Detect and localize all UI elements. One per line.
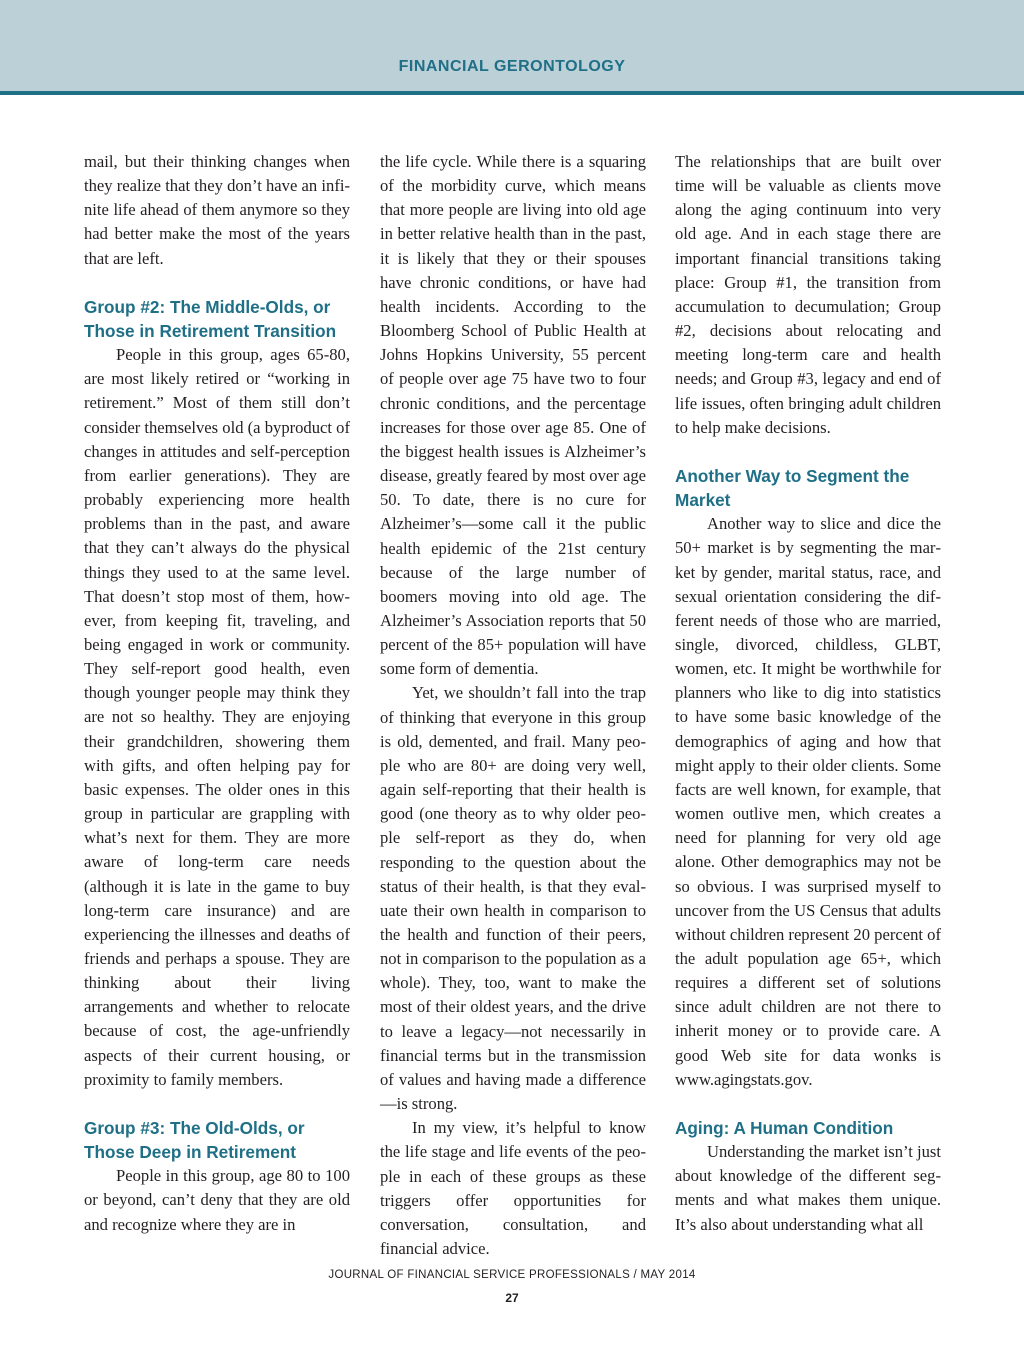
- column-2: [380, 150, 646, 1261]
- footer-journal-citation: JOURNAL OF FINANCIAL SERVICE PROFESSIONALS / MAY 2014: [328, 1269, 696, 1281]
- header-band: [0, 0, 1024, 91]
- paragraph: Yet, we shouldn’t fall into the trap of thinking that everyone in this group is old, demented, and frail. Many people who are 80+ are doing very well, again self-reporting that their health is good (one theory as to why older people self-report as they do, when responding to the question about the status of their health, is that they evaluate their own health in comparison to the health and function of their peers, not in comparison to the population as a whole). They, too, want to make the most of their oldest years, and the drive to leave a legacy—not necessarily in financial terms but in the transmission of values and having made a difference—is strong.: [380, 683, 646, 1114]
- paragraph: The relationships that are built over time will be valuable as clients move along the aging continuum into very old age. And in each stage there are important financial transitions taking place: Group #1, the transition from accumulation to decumulation; Group #2, decisions about relocating and meeting long-term care and health needs; and Group #3, legacy and end of life issues, often bringing adult children to help make decisions.: [675, 152, 941, 437]
- paragraph: In my view, it’s helpful to know the life stage and life events of the people in each of these groups as these triggers offer opportunities for conversation, consultation, and financial advice.: [380, 1118, 646, 1259]
- section-heading: Another Way to Segment the Market: [675, 465, 910, 511]
- section-heading: Group #2: The Middle-Olds, or Those in Retirement Transition: [84, 296, 337, 341]
- paragraph: People in this group, age 80 to 100 or beyond, can’t deny that they are old and recognize where they are in: [84, 1166, 350, 1234]
- column-3: [675, 150, 941, 1237]
- page-number: 27: [505, 1291, 519, 1305]
- paragraph: Another way to slice and dice the 50+ market is by segmenting the market by gender, marital status, race, and sexual orientation considering the different needs of those who are married, single, divorced, childless, GLBT, women, etc. It might be worthwhile for planners who like to dig into statistics to have some basic knowledge of the demographics of aging and how that might apply to their older clients. Some facts are well known, for example, that women outlive men, which creates a need for planning for very old age alone. Other demographics may not be so obvious. I was surprised myself to uncover from the US Census that adults without children represent 20 percent of the adult population age 65+, which requires a different set of solutions since adult children are not there to inherit money or to provide care. A good Web site for data wonks is www.agingstats.gov.: [675, 514, 941, 1089]
- section-heading: Group #3: The Old-Olds, or Those Deep in Retirement: [84, 1117, 305, 1163]
- paragraph: People in this group, ages 65-80, are most likely retired or “working in retirement.” Most of them still don’t consider themselves old (a byproduct of changes in attitudes and self-perception from earlier generations). They are probably experiencing more health problems than in the past, and aware that they can’t always do the physical things they used to at the same level. That doesn’t stop most of them, however, from keeping fit, traveling, and being engaged in work or community. They self-report good health, even though younger people may think they are not so healthy. They are enjoying their grandchildren, showering them with gifts, and often helping pay for basic expenses. The older ones in this group in particular are grappling with what’s next for them. They are more aware of long-term care needs (although it is late in the game to buy long-term care insurance) and are experiencing the illnesses and deaths of friends and perhaps a spouse. They are thinking about their living arrangements and whether to relocate because of cost, the age-unfriendly aspects of their current housing, or proximity to family members.: [84, 345, 350, 1089]
- column-1: [84, 150, 350, 1237]
- paragraph: the life cycle. While there is a squaring of the morbidity curve, which means that more people are living into old age in better relative health than in the past, it is likely that they or their spouses have chronic conditions, or have had health incidents. According to the Bloomberg School of Public Health at Johns Hopkins University, 55 percent of people over age 75 have two to four chronic conditions, and the percentage increases for those over age 85. One of the biggest health issues is Alzheimer’s disease, greatly feared by most over age 50. To date, there is no cure for Alzheimer’s—some call it the public health epidemic of the 21st century because of the large number of boomers moving into old age. The Alzheimer’s Association reports that 50 percent of the 85+ population will have some form of dementia.: [380, 152, 646, 679]
- paragraph: mail, but their thinking changes when they realize that they don’t have an infinite life ahead of them anymore so they had better make the most of the years that are left.: [84, 152, 350, 268]
- section-heading: Aging: A Human Condition: [675, 1117, 894, 1138]
- header-rule: [0, 91, 1024, 95]
- section-title: FINANCIAL GERONTOLOGY: [398, 58, 626, 75]
- paragraph: Understanding the market isn’t just about knowledge of the different segments and what makes them unique. It’s also about understanding what all: [675, 1142, 941, 1234]
